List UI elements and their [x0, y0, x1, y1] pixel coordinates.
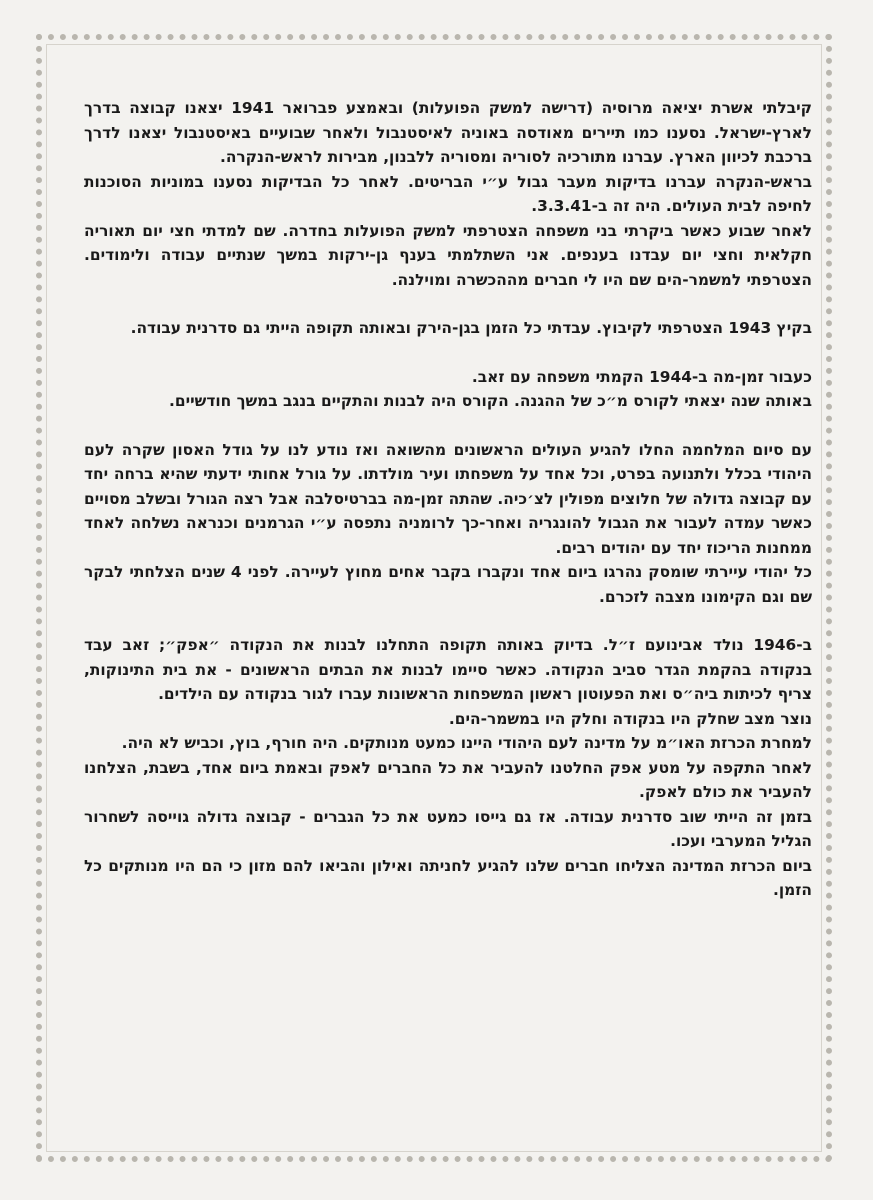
paragraph-gap	[84, 609, 812, 633]
paragraph-family-1944: כעבור זמן-מה ב-1944 הקמתי משפחה עם זאב.	[471, 367, 812, 386]
document-body	[84, 96, 812, 903]
paragraph-gap	[84, 414, 812, 438]
paragraph-shumsk: כל יהודי עיירתי שומסק נהרגו ביום אחד ונקברו בקבר אחים מחוץ לעיירה. לפני 4 שנים הצלחתי לבקר שם וגם הקימונו מצבה לזכרם.	[84, 563, 812, 606]
paragraph-kibbutz-1943: בקיץ 1943 הצטרפתי לקיבוץ. עבדתי כל הזמן בגן-הירק ובאותה תקופה הייתי גם סדרנית עבודה.	[130, 319, 812, 337]
paragraph-emigration: קיבלתי אשרת יציאה מרוסיה (דרישה למשק הפועלות) ובאמצע פברואר 1941 יצאנו קבוצה בדרך לארץ-ישראל. נסענו כמו תיירים מאודסה באוניה לאיסטנבול ולאחר שבועיים באיסטנבול יצאנו לדרך ברכבת לכיוון הארץ. עברנו מתורכיה לסוריה ומסוריה ללבנון, מבירות לראש-הנקרה.	[84, 99, 812, 166]
paragraph-recruitment: בזמן זה הייתי שוב סדרנית עבודה. אז גם גייסו כמעט את כל הגברים - קבוצה גדולה גוייסה לשחרור הגליל המערבי ועכו.	[84, 807, 812, 850]
paragraph-gap	[84, 341, 812, 365]
paragraph-border-check: בראש-הנקרה עברנו בדיקות מעבר גבול ע״י הבריטים. לאחר כל הבדיקות נסענו במוניות הסוכנות לחיפה לבית העולים. היה זה ב-3.3.41.	[84, 172, 812, 215]
paragraph-haganah-course: באותה שנה יצאתי לקורס מ״כ של ההגנה. הקורס היה לבנות והתקיים בנגב במשך חודשיים.	[169, 392, 812, 410]
paragraph-un-declaration: למחרת הכרזת האו״מ על מדינה לעם היהודי היינו כמעט מנותקים. היה חורף, בוץ, וכביש לא היה.	[121, 734, 812, 752]
paragraph-split: נוצר מצב שחלק היו בנקודה וחלק היו במשמר-הים.	[448, 709, 812, 728]
paragraph-gap	[84, 292, 812, 316]
paragraph-independence: ביום הכרזת המדינה הצליחו חברים שלנו להגיע לחניתה ואילון והביאו להם מזון כי הם היו מנותקים כל הזמן.	[84, 856, 812, 899]
paragraph-move-to-afek: לאחר התקפה על מטע אפק החלטנו להעביר את כל החברים לאפק ובאמת ביום אחד, בשבת, הצלחנו להעביר את כולם לאפק.	[84, 758, 812, 801]
paragraph-afek-1946: ב-1946 נולד אבינועם ז״ל. בדיוק באותה תקופה התחלנו לבנות את הנקודה ״אפק״; זאב עבד בנקודה בהקמת הגדר סביב הנקודה. כאשר סיימו לבנות את הבתים הראשונים - את בית התינוקות, צריף לכיתות ביה״ס ואת הפעוטון ראשון המשפחות הראשונות עברו לגור בנקודה עם הילדים.	[84, 636, 812, 703]
paragraph-hadera: לאחר שבוע כאשר ביקרתי בני משפחה הצטרפתי למשק הפועלות בחדרה. שם למדתי חצי יום תאוריה חקלאית וחצי יום עבדנו בענפים. אני השתלמתי בענף גן-ירקות במשך שנתיים עבודה ולימודים. הצטרפתי למשמר-הים שם היו לי חברים מההכשרה ומוילנה.	[84, 221, 812, 289]
paragraph-end-of-war: עם סיום המלחמה החלו להגיע העולים הראשונים מהשואה ואז נודע לנו על גודל האסון שקרה לעם היהודי בכלל ולתנועה בפרט, וכל אחד על משפחתו ועיר מולדתו. על גורל אחותי ידעתי שהיא ברחה יחד עם קבוצה גדולה של חלוצים מפולין לצ׳כיה. שהתה זמן-מה בברטיסלבה אבל רצה הגורל ובשלב מסויים כאשר עמדה לעבור את הגבול להונגריה ואחר-כך לרומניה נתפסה ע״י הגרמנים וכנראה נשלחה לאחד ממחנות הריכוז יחד עם יהודים רבים.	[84, 440, 812, 557]
